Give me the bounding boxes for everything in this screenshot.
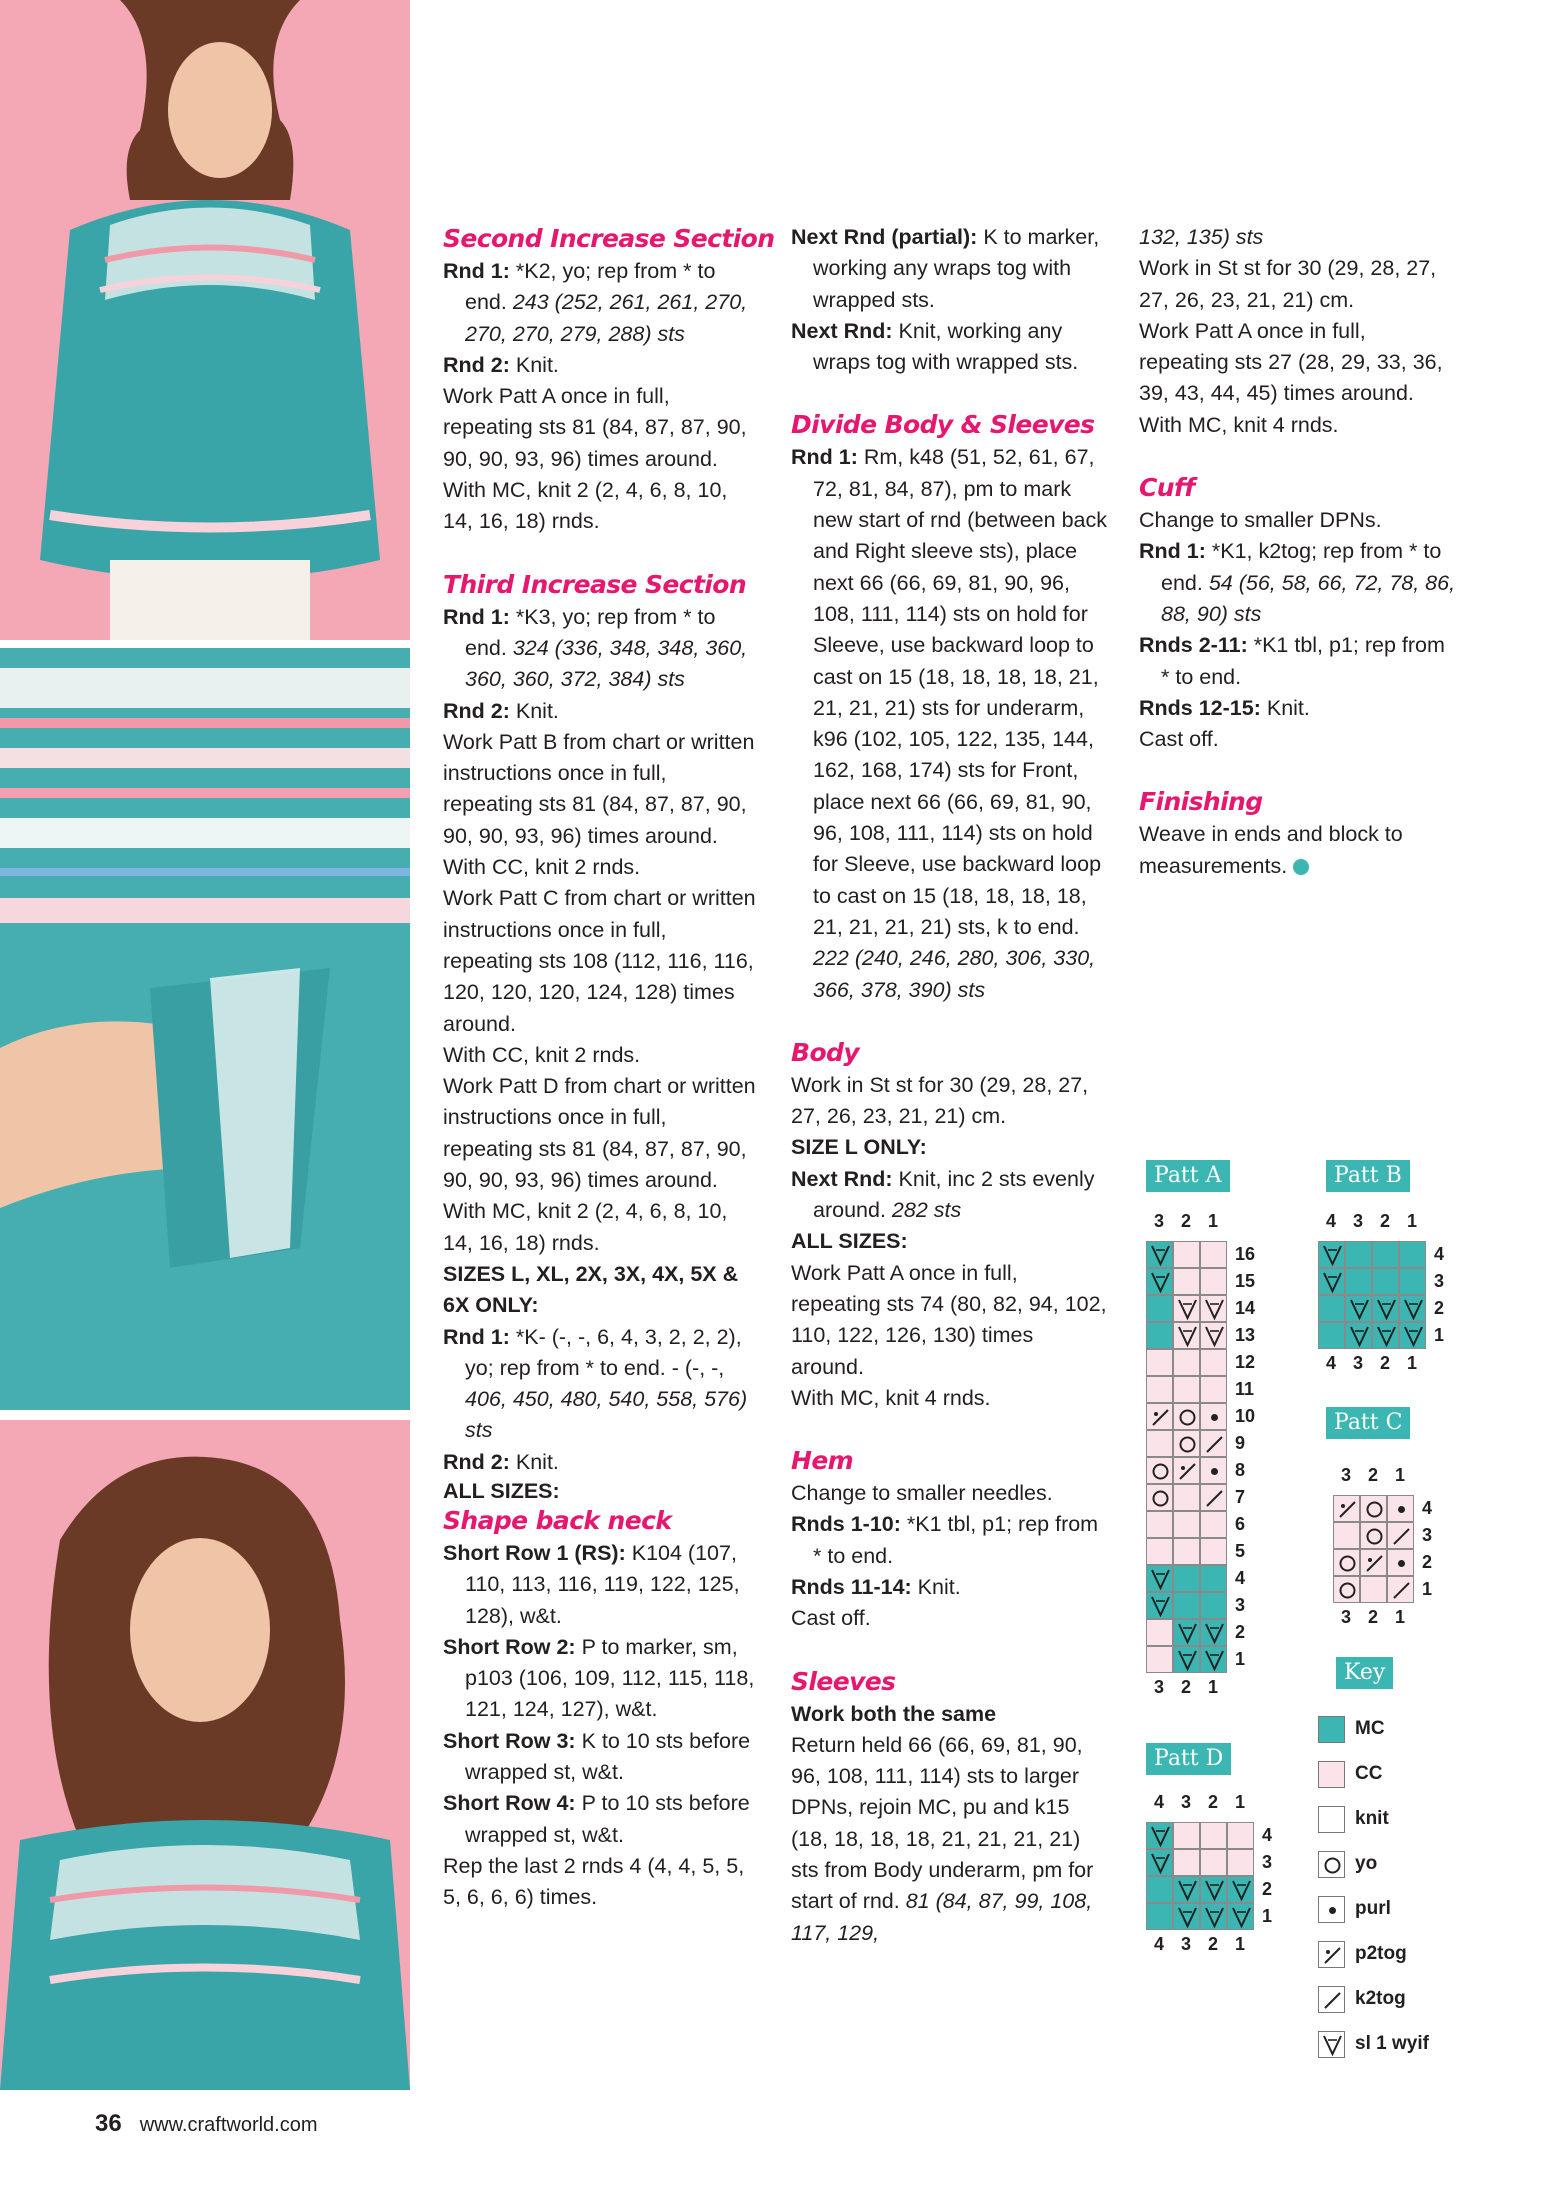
chart-cell: [1146, 1849, 1173, 1876]
col-label: 1: [1208, 1677, 1219, 1697]
instruction: Rnds 2-11: *K1 tbl, p1; rep from * to end.: [1139, 633, 1445, 689]
row-label: 3: [1422, 1525, 1433, 1545]
chart-cell: [1200, 1619, 1227, 1646]
chart-cell: [1200, 1876, 1227, 1903]
heading-finishing: Finishing: [1139, 787, 1263, 817]
row-label: 9: [1235, 1433, 1246, 1453]
col-label: 1: [1208, 1211, 1219, 1231]
col-label: 2: [1368, 1607, 1379, 1627]
chart-cell: [1200, 1484, 1227, 1511]
row-label: 3: [1235, 1595, 1246, 1615]
row-label: 4: [1422, 1498, 1433, 1518]
key-swatch: [1318, 1806, 1345, 1833]
chart-cell: [1173, 1619, 1200, 1646]
chart-cell: [1200, 1903, 1227, 1930]
key-swatch: [1318, 1851, 1345, 1878]
chart-cell: [1345, 1268, 1372, 1295]
chart-cell: [1399, 1295, 1426, 1322]
key-swatch: [1318, 1896, 1345, 1923]
row-label: 1: [1422, 1579, 1433, 1599]
chart-cell: [1345, 1322, 1372, 1349]
row-label: 10: [1235, 1406, 1256, 1426]
row-label: 12: [1235, 1352, 1256, 1372]
chart-cell: [1372, 1241, 1399, 1268]
key-swatch: [1318, 1716, 1345, 1743]
instruction: Short Row 4: P to 10 sts before wrapped st, w&t.: [443, 1791, 750, 1847]
yarn-ball-icon: [1293, 859, 1309, 875]
instruction: Rnd 2: Knit.: [443, 1449, 559, 1474]
row-label: 13: [1235, 1325, 1256, 1345]
instruction: Short Row 1 (RS): K104 (107, 110, 113, 116, 119, 122, 125, 128), w&t.: [443, 1540, 740, 1628]
instruction: Rnds 11-14: Knit.: [791, 1574, 961, 1599]
col-label: 2: [1380, 1353, 1391, 1373]
paragraph: With MC, knit 2 (2, 4, 6, 8, 10, 14, 16, 18) rnds.: [443, 478, 728, 534]
row-label: 4: [1262, 1825, 1273, 1845]
chart-cell: [1146, 1484, 1173, 1511]
sleeve-detail-photo: [0, 648, 410, 1410]
heading-shape-back-neck: Shape back neck: [443, 1505, 672, 1535]
column-2: [791, 222, 1109, 1949]
instruction: Next Rnd: Knit, working any wraps tog with wrapped sts.: [791, 318, 1079, 375]
col-label: 2: [1208, 1792, 1219, 1812]
paragraph: With CC, knit 2 rnds.: [443, 855, 641, 880]
paragraph: Work Patt A once in full, repeating sts 74 (80, 82, 94, 102, 110, 122, 126, 130) times around.: [791, 1260, 1107, 1379]
col-label: 3: [1154, 1211, 1165, 1231]
row-label: 1: [1235, 1649, 1246, 1669]
paragraph: With MC, knit 4 rnds.: [791, 1385, 991, 1410]
col-label: 2: [1368, 1465, 1379, 1485]
chart-cell: [1173, 1511, 1200, 1538]
chart-cell: [1146, 1876, 1173, 1903]
chart-cell: [1146, 1903, 1173, 1930]
heading-sleeves: Sleeves: [791, 1666, 896, 1696]
chart-cell: [1387, 1522, 1414, 1549]
chart-cell: [1146, 1268, 1173, 1295]
chart-title-pattD: Patt D: [1146, 1743, 1231, 1775]
chart-cell: [1173, 1403, 1200, 1430]
instruction: Rnd 2: Knit.: [443, 352, 559, 377]
key-label: knit: [1355, 1808, 1389, 1829]
heading-cuff: Cuff: [1139, 473, 1195, 503]
chart-cell: [1333, 1549, 1360, 1576]
col-label: 1: [1235, 1934, 1246, 1954]
chart-cell: [1200, 1565, 1227, 1592]
chart-title-pattC: Patt C: [1326, 1407, 1410, 1439]
chart-cell: [1200, 1592, 1227, 1619]
chart-cell: [1146, 1349, 1173, 1376]
chart-cell: [1200, 1322, 1227, 1349]
col-label: 3: [1353, 1353, 1364, 1373]
chart-cell: [1173, 1822, 1200, 1849]
key-label: k2tog: [1355, 1988, 1406, 2009]
paragraph: Cast off.: [791, 1606, 871, 1631]
paragraph: Work Patt D from chart or written instructions once in full, repeating sts 81 (84, 87, 87, 90, 90, 90, 93, 96) times around.: [443, 1074, 756, 1193]
column-1: [443, 222, 775, 1914]
chart-cell: [1200, 1430, 1227, 1457]
chart-cell: [1200, 1849, 1227, 1876]
chart-cell: [1173, 1876, 1200, 1903]
chart-cell: [1200, 1646, 1227, 1673]
chart-cell: [1318, 1241, 1345, 1268]
instruction: Rnd 2: Knit.: [443, 698, 559, 723]
chart-cell: [1146, 1295, 1173, 1322]
chart-cell: [1146, 1592, 1173, 1619]
paragraph: Work in St st for 30 (29, 28, 27, 27, 26, 23, 21, 21) cm.: [1139, 256, 1437, 312]
row-label: 1: [1434, 1325, 1445, 1345]
row-label: 2: [1262, 1879, 1273, 1899]
chart-cell: [1173, 1903, 1200, 1930]
col-label: 1: [1407, 1353, 1418, 1373]
chart-cell: [1372, 1295, 1399, 1322]
chart-cell: [1345, 1295, 1372, 1322]
col-label: 4: [1154, 1792, 1165, 1812]
heading-third-increase: Third Increase Section: [443, 569, 747, 599]
col-label: 4: [1154, 1934, 1165, 1954]
instruction: Rnds 12-15: Knit.: [1139, 695, 1310, 720]
model-photo-top: [0, 0, 410, 640]
chart-cell: [1173, 1592, 1200, 1619]
chart-cell: [1173, 1457, 1200, 1484]
col-label: 3: [1341, 1465, 1352, 1485]
paragraph: Change to smaller needles.: [791, 1481, 1053, 1506]
chart-cell: [1372, 1268, 1399, 1295]
key-swatch: [1318, 1761, 1345, 1788]
row-label: 6: [1235, 1514, 1246, 1534]
chart-cell: [1146, 1322, 1173, 1349]
paragraph: With MC, knit 4 rnds.: [1139, 412, 1339, 437]
paragraph: 132, 135) sts: [1139, 225, 1264, 249]
chart-cell: [1146, 1646, 1173, 1673]
instruction: Next Rnd: Knit, inc 2 sts evenly around. 282 sts: [791, 1166, 1095, 1223]
row-label: 3: [1434, 1271, 1445, 1291]
paragraph: Work in St st for 30 (29, 28, 27, 27, 26, 23, 21, 21) cm.: [791, 1072, 1089, 1129]
heading-divide-body-sleeves: Divide Body & Sleeves: [791, 410, 1095, 440]
col-label: 3: [1181, 1934, 1192, 1954]
chart-cell: [1200, 1376, 1227, 1403]
col-label: 4: [1326, 1211, 1337, 1231]
chart-cell: [1387, 1549, 1414, 1576]
instruction: Short Row 3: K to 10 sts before wrapped st, w&t.: [443, 1728, 751, 1785]
col-label: 3: [1154, 1677, 1165, 1697]
paragraph: Work Patt A once in full, repeating sts 27 (28, 29, 33, 36, 39, 43, 44, 45) times around.: [1139, 318, 1443, 406]
key-swatch: [1318, 2031, 1345, 2058]
chart-cell: [1318, 1268, 1345, 1295]
chart-cell: [1173, 1646, 1200, 1673]
row-label: 2: [1235, 1622, 1246, 1642]
chart-cell: [1146, 1511, 1173, 1538]
size-l-heading: SIZE L ONLY:: [791, 1135, 927, 1160]
heading-hem: Hem: [791, 1446, 854, 1476]
instruction: Rnd 1: *K1, k2tog; rep from * to end. 54 (56, 58, 66, 72, 78, 86, 88, 90) sts: [1139, 539, 1456, 626]
paragraph: Work Patt B from chart or written instructions once in full, repeating sts 81 (84, 87, 87, 90, 90, 90, 93, 96) times around.: [443, 729, 755, 848]
chart-cell: [1372, 1322, 1399, 1349]
chart-cell: [1173, 1430, 1200, 1457]
key-label: p2tog: [1355, 1943, 1407, 1964]
key-title: Key: [1336, 1657, 1393, 1689]
col-label: 2: [1181, 1677, 1192, 1697]
chart-cell: [1173, 1241, 1200, 1268]
chart-cell: [1173, 1322, 1200, 1349]
chart-cell: [1360, 1522, 1387, 1549]
chart-cell: [1146, 1376, 1173, 1403]
chart-cell: [1173, 1538, 1200, 1565]
key-swatch: [1318, 1941, 1345, 1968]
instruction: Rnd 1: *K3, yo; rep from * to end. 324 (336, 348, 348, 360, 360, 360, 372, 384) sts: [443, 604, 748, 692]
chart-cell: [1318, 1295, 1345, 1322]
key-label: CC: [1355, 1763, 1383, 1784]
chart-cell: [1146, 1565, 1173, 1592]
chart-cell: [1200, 1511, 1227, 1538]
chart-cell: [1146, 1241, 1173, 1268]
chart-cell: [1333, 1576, 1360, 1603]
paragraph: With MC, knit 2 (2, 4, 6, 8, 10, 14, 16, 18) rnds.: [443, 1199, 728, 1255]
paragraph: With CC, knit 2 rnds.: [443, 1042, 641, 1067]
chart-title-pattA: Patt A: [1146, 1160, 1230, 1192]
page-number: 36: [95, 2110, 122, 2137]
row-label: 8: [1235, 1460, 1246, 1480]
row-label: 1: [1262, 1906, 1273, 1926]
instruction: Rnds 1-10: *K1 tbl, p1; rep from * to end.: [791, 1512, 1099, 1568]
col-label: 3: [1341, 1607, 1352, 1627]
row-label: 7: [1235, 1487, 1246, 1507]
col-label: 3: [1181, 1792, 1192, 1812]
subheading: Work both the same: [791, 1701, 997, 1726]
chart-cell: [1333, 1522, 1360, 1549]
chart-cell: [1146, 1403, 1173, 1430]
chart-cell: [1173, 1295, 1200, 1322]
heading-body: Body: [791, 1037, 860, 1067]
chart-cell: [1200, 1457, 1227, 1484]
chart-title-pattB: Patt B: [1326, 1160, 1410, 1192]
chart-cell: [1227, 1849, 1254, 1876]
chart-cell: [1360, 1495, 1387, 1522]
paragraph: Change to smaller DPNs.: [1139, 508, 1382, 533]
row-label: 5: [1235, 1541, 1246, 1561]
model-photo-bottom: [0, 1420, 410, 2090]
row-label: 4: [1434, 1244, 1445, 1264]
chart-cell: [1399, 1241, 1426, 1268]
paragraph: Return held 66 (66, 69, 81, 90, 96, 108, 111, 114) sts to larger DPNs, rejoin MC, pu and k15 (18, 18, 18, 18, 21, 21, 21, 21) sts from Body underarm, pm for start of rnd. 81 (84, 87, 99, 108, 117, 129,: [791, 1732, 1094, 1945]
chart-cell: [1360, 1549, 1387, 1576]
instruction: Rnd 1: Rm, k48 (51, 52, 61, 67, 72, 81, 84, 87), pm to mark new start of rnd (between back and Right sleeve sts), place next 66 (66, 69, 81, 90, 96, 108, 111, 114) sts on hold for Sleeve, use backward loop to cast on 15 (18, 18, 18, 18, 21, 21, 21, 21) sts for underarm, k96 (102, 105, 122, 135, 144, 162, 168, 174) sts for Front, place next 66 (66, 69, 81, 90, 96, 108, 111, 114) sts on hold for Sleeve, use backward loop to cast on 15 (18, 18, 18, 18, 21, 21, 21, 21) sts, k to end. 222 (240, 246, 280, 306, 330, 366, 378, 390) sts: [791, 445, 1107, 1002]
key-swatch: [1318, 1986, 1345, 2013]
chart-cell: [1200, 1241, 1227, 1268]
chart-cell: [1200, 1403, 1227, 1430]
chart-cell: [1333, 1495, 1360, 1522]
row-label: 14: [1235, 1298, 1256, 1318]
chart-cell: [1146, 1430, 1173, 1457]
col-label: 2: [1380, 1211, 1391, 1231]
all-sizes-heading: ALL SIZES:: [791, 1229, 908, 1254]
row-label: 3: [1262, 1852, 1273, 1872]
col-label: 1: [1395, 1465, 1406, 1485]
chart-cell: [1146, 1457, 1173, 1484]
key-label: yo: [1355, 1853, 1378, 1874]
heading-second-increase: Second Increase Section: [443, 224, 775, 253]
chart-cell: [1387, 1576, 1414, 1603]
key-label: sl 1 wyif: [1355, 2033, 1429, 2054]
chart-cell: [1146, 1619, 1173, 1646]
chart-cell: [1173, 1268, 1200, 1295]
chart-cell: [1200, 1822, 1227, 1849]
paragraph: Rep the last 2 rnds 4 (4, 4, 5, 5, 5, 6, 6, 6) times.: [443, 1853, 745, 1910]
chart-cell: [1200, 1268, 1227, 1295]
chart-cell: [1227, 1822, 1254, 1849]
row-label: 2: [1422, 1552, 1433, 1572]
chart-cell: [1173, 1349, 1200, 1376]
sizes-heading: SIZES L, XL, 2X, 3X, 4X, 5X & 6X ONLY:: [443, 1261, 739, 1318]
col-label: 1: [1235, 1792, 1246, 1812]
col-label: 1: [1395, 1607, 1406, 1627]
chart-cell: [1173, 1484, 1200, 1511]
row-label: 15: [1235, 1271, 1256, 1291]
key-label: MC: [1355, 1718, 1385, 1739]
page-footer: [95, 2110, 318, 2138]
chart-cell: [1146, 1822, 1173, 1849]
row-label: 11: [1235, 1379, 1255, 1399]
chart-cell: [1200, 1295, 1227, 1322]
chart-cell: [1360, 1576, 1387, 1603]
chart-cell: [1146, 1538, 1173, 1565]
chart-cell: [1173, 1849, 1200, 1876]
chart-cell: [1318, 1322, 1345, 1349]
paragraph: Cast off.: [1139, 727, 1219, 752]
instruction: Short Row 2: P to marker, sm, p103 (106, 109, 112, 115, 118, 121, 124, 127), w&t.: [443, 1634, 755, 1722]
col-label: 4: [1326, 1353, 1337, 1373]
instruction: Rnd 1: *K- (-, -, 6, 4, 3, 2, 2, 2), yo; rep from * to end. - (-, -, 406, 450, 480, 540, 558, 576) sts: [443, 1324, 748, 1443]
chart-cell: [1227, 1903, 1254, 1930]
chart-cell: [1173, 1565, 1200, 1592]
col-label: 1: [1407, 1211, 1418, 1231]
chart-cell: [1200, 1538, 1227, 1565]
instruction: Next Rnd (partial): K to marker, working any wraps tog with wrapped sts.: [791, 225, 1100, 312]
col-label: 2: [1208, 1934, 1219, 1954]
row-label: 2: [1434, 1298, 1445, 1318]
key-label: purl: [1355, 1898, 1391, 1919]
chart-cell: [1345, 1241, 1372, 1268]
column-3: [1139, 222, 1457, 882]
chart-cell: [1399, 1268, 1426, 1295]
instruction: Rnd 1: *K2, yo; rep from * to end. 243 (252, 261, 261, 270, 270, 270, 279, 288) sts: [443, 259, 748, 346]
paragraph: Work Patt A once in full, repeating sts 81 (84, 87, 87, 90, 90, 90, 93, 96) times around.: [443, 384, 747, 471]
paragraph: Weave in ends and block to measurements.: [1139, 822, 1403, 878]
chart-cell: [1200, 1349, 1227, 1376]
paragraph: Work Patt C from chart or written instructions once in full, repeating sts 108 (112, 116, 116, 120, 120, 120, 124, 128) times around.: [443, 886, 756, 1036]
row-label: 16: [1235, 1244, 1256, 1264]
col-label: 3: [1353, 1211, 1364, 1231]
row-label: 4: [1235, 1568, 1246, 1588]
chart-cell: [1173, 1376, 1200, 1403]
col-label: 2: [1181, 1211, 1192, 1231]
chart-cell: [1387, 1495, 1414, 1522]
chart-cell: [1227, 1876, 1254, 1903]
chart-cell: [1399, 1322, 1426, 1349]
website-url: www.craftworld.com: [139, 2114, 318, 2136]
all-sizes-heading: ALL SIZES:: [443, 1478, 560, 1503]
